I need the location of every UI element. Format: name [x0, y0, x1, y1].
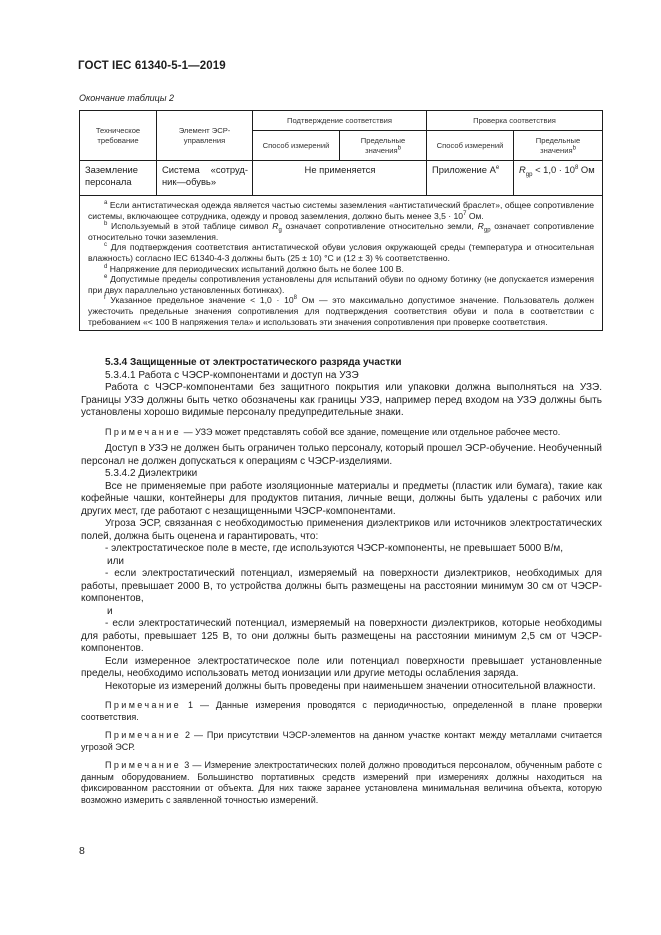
header-tech-req: Техническое требование: [80, 111, 157, 161]
list-connector: или: [107, 555, 125, 567]
footnote-c: $^c$ Для подтверждения соответствия антистатической обуви условия окружающей среды (температура и относительная влажность) согласно IEC 61340-4-3 должны быть (25 ± 10) °С и (12 ± 3) % соответственно.: [88, 242, 594, 263]
paragraph: Работа с ЧЭСР-компонентами без защитного покрытия или упаковки должна выполняться на УЗЭ. Границы УЗЭ должны быть четко обозначены как границы УЗЭ, например перед входом на УЗЭ должны быть установлены хорошо видимые персоналу предупредительные знаки.: [81, 382, 602, 418]
cell-check-limit: $R_{gp} < 1,0 \cdot 10^8$ Ом: [514, 161, 603, 196]
cell-element: Система «сотруд-ник—обувь»: [157, 161, 253, 196]
subsection-title-1: 5.3.4.1 Работа с ЧЭСР-компонентами и доступ на УЗЭ: [105, 369, 359, 381]
header-check-limits: Предельные значения$^b$: [514, 131, 603, 161]
header-confirm-group: Подтверждение соответствия: [253, 111, 427, 131]
cell-requirement: Заземление персонала: [80, 161, 157, 196]
note-3: Примечание 3 — Измерение электростатических полей должно проводиться персоналом, обученным работе с данным оборудованием. Большинство портативных средств измерений при измерениях должны находиться на фиксированном расстоянии от объекта. Для них также заранее установлена минимальная величина объекта, которую возможно измерить с заявленной точностью измерений.: [81, 760, 602, 805]
header-confirm-method: Способ измерений: [253, 131, 340, 161]
footnote-d: $^d$ Напряжение для периодических испытаний должно быть не более 100 В.: [104, 263, 404, 274]
note-2: Примечание 2 — При присутствии ЧЭСР-элементов на данном участке контакт между металлами считается угрозой ЭСР.: [81, 730, 602, 752]
paragraph: Доступ в УЗЭ не должен быть ограничен только персоналу, который прошел ЭСР-обучение. Необученный персонал не должен допускаться к операциям с ЧЭСР-изделиями.: [81, 443, 602, 467]
footnote-b: $^b$ Используемый в этой таблице символ $R_g$ означает сопротивление относительно земли, $R_{gp}$ означает сопротивление относительно точки заземления.: [88, 221, 595, 242]
list-item: - если электростатический потенциал, измеряемый на поверхности диэлектриков, которые необходимы для работы, превышает 125 В, то они должны быть размещены на расстоянии минимум 2,5 см от ЧЭСР-компонентов.: [81, 618, 602, 654]
note-paragraph: Примечание — УЗЭ может представлять собой все здание, помещение или отдельное рабочее место.: [105, 426, 561, 437]
paragraph: Все не применяемые при работе изоляционные материалы и предметы (пластик или бумага), такие как кофейные чашки, контейнеры для продуктов питания, личные вещи, должны быть удалены с рабочих или других мест, где работают с незащищенными ЧЭСР-компонентами.: [81, 480, 602, 517]
section-heading: 5.3.4 Защищенные от электростатического разряда участки: [105, 357, 402, 368]
header-confirm-limits: Предельные значения$^b$: [340, 131, 427, 161]
doc-code-header: ГОСТ IEC 61340-5-1—2019: [78, 60, 226, 72]
page-number: 8: [79, 845, 85, 857]
header-element: Элемент ЭСР-управления: [157, 111, 253, 161]
header-check-group: Проверка соответствия: [427, 111, 603, 131]
list-item: - если электростатический потенциал, измеряемый на поверхности диэлектриков, необходимых для работы, превышает 2000 В, то устройства должны быть размещены на расстоянии минимум 30 см от ЧЭСР-компонентов,: [81, 568, 602, 604]
list-connector: и: [107, 605, 113, 617]
list-item: - электростатическое поле в месте, где используются ЧЭСР-компоненты, не превышает 5000 В/м,: [105, 543, 564, 554]
note-1: Примечание 1 — Данные измерения проводятся с периодичностью, определенной в плане проверки соответствия.: [81, 700, 602, 722]
table-2: [79, 110, 603, 331]
cell-confirm: Не применяется: [253, 161, 427, 196]
footnote-f: $^f$ Указанное предельное значение < $1,0 \cdot 10^8$ Ом — это максимально допустимое значение. Пользователь должен ужесточить предельные значения сопротивления для подтверждения соответствия обуви и пола в соответствии с требованием «< 100 В напряжения тела» и использовать эти значения сопротивления при проверке соответствия.: [88, 295, 594, 327]
section-5-3-4: [81, 357, 602, 806]
paragraph: Некоторые из измерений должны быть проведены при наименьшем значении относительной влажности.: [105, 680, 596, 692]
paragraph: Если измеренное электростатическое поле или потенциал поверхности превышает установленные пределы, необходимо использовать метод ионизации или другие методы ослабления заряда.: [81, 655, 602, 679]
table-caption: Окончание таблицы 2: [79, 93, 174, 103]
footnote-a: $^a$ Если антистатическая одежда является частью системы заземления «антистатический браслет», общее сопротивление системы, включающее сотрудника, одежду и провод заземления, должно быть менее $3,5 \cdot 10^7$ Ом.: [88, 200, 594, 221]
subsection-title-2: 5.3.4.2 Диэлектрики: [105, 468, 198, 479]
footnote-e: $^e$ Допустимые пределы сопротивления установлены для испытаний обуви по одному ботинку (не допускается измерения при двух параллельно установленных ботинках).: [88, 274, 595, 295]
table-footnotes: [80, 196, 603, 331]
header-check-method: Способ измерений: [427, 131, 514, 161]
cell-check-method: Приложение $А^e$: [427, 161, 514, 196]
paragraph: Угроза ЭСР, связанная с необходимостью применения диэлектриков или источников электростатических полей, должна быть оценена и гарантировать, что:: [81, 518, 602, 542]
